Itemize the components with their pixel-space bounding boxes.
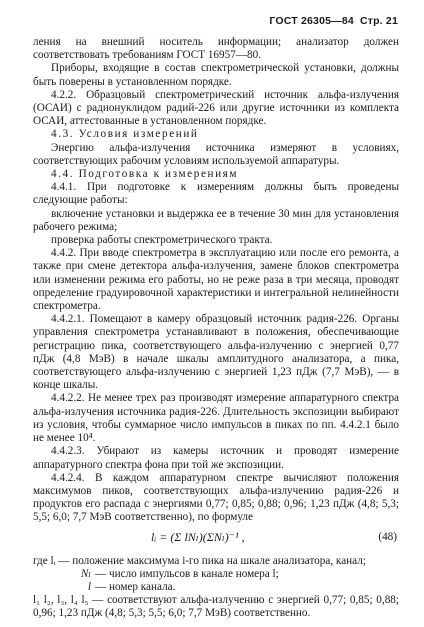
paragraph-p6: 4.4.1. При подготовке к измерениям должны быть проведены следующие работы: [33, 181, 399, 207]
page-number: Стр. 21 [359, 15, 398, 27]
paragraph-p5: 4.4. Подготовка к измерениям [51, 168, 239, 181]
paragraph-p0: ления на внешний носитель информации; анализатор должен соответствовать требованиям ГОСТ 16957—80. [33, 36, 399, 62]
formula-expression: lᵢ = (Σ lNₗ)(ΣNₗ)⁻¹ , [151, 529, 245, 544]
definition-row [33, 581, 399, 594]
definition-symbol: l [87, 580, 91, 593]
definition-description: — число импульсов в канале номера l; [95, 567, 279, 580]
paragraph-p10: 4.4.2.1. Помещают в камеру образцовый источник радия-226. Органы управления спектрометра устанавливают в положения, обеспечивающие регистрацию пика, соответствующего альфа-излучению с энергией 0,77 пДж (4,8 МэВ) в начале шкалы амплитудного анализатора, а пика, соответствующего альфа-излучению с энергией 1,23 пДж (7,7 МэВ), — в конце шкалы. [33, 313, 399, 392]
paragraph-p11: 4.4.2.2. Не менее трех раз производят измерение аппаратурного спектра альфа-излучения источника радия-226. Длительность экспозиции выбирают из условия, чтобы суммарное число импульсов в пиках по пп. 4.4.2.1 было не менее 10⁴. [33, 392, 399, 445]
paragraph-p8: проверка работы спектрометрического тракта. [51, 234, 273, 247]
where-clause: где lᵢ — положение максимума i-го пика на шкале анализатора, канал; [33, 554, 366, 567]
closing-paragraph: l₁ l₂, l₃, l₄ l₅ — соответствуют альфа-излучению с энергией 0,77; 0,85; 0,88; 0,96; 1,23 пДж (4,8; 5,3; 5,5; 6,0; 7,7 МэВ) соответственно. [33, 594, 399, 620]
standard-number: ГОСТ 26305—84 [269, 15, 354, 27]
paragraph-p3: 4.3. Условия измерений [51, 128, 199, 141]
formula-48 [33, 527, 399, 553]
body-text [33, 36, 399, 621]
formula-number: (48) [378, 530, 397, 543]
paragraph-p1: Приборы, входящие в состав спектрометрической установки, должны быть поверены в установленном порядке. [33, 62, 399, 88]
definition-symbol: Nₗ [80, 567, 91, 580]
definition-description: — номер канала. [95, 580, 176, 593]
paragraph-list [33, 36, 399, 525]
paragraph-p9: 4.4.2. При вводе спектрометра в эксплуатацию или после его ремонта, а также при смене детектора альфа-излучения, замене блоков спектрометра или изменении режима его работы, но не реже раза в три месяца, проводят определение градуировочной характеристики и интегральной нелинейности спектрометра. [33, 247, 399, 313]
paragraph-p12: 4.4.2.3. Убирают из камеры источник и проводят измерение аппаратурного спектра фона при той же экспозиции. [33, 445, 399, 471]
definition-list [33, 568, 399, 594]
paragraph-p7: включение установки и выдержка ее в течение 30 мин для установления рабочего режима; [33, 207, 399, 233]
paragraph-p4: Энергию альфа-излучения источника измеряют в условиях, соответствующих рабочим условиям используемой аппаратуры. [33, 141, 399, 167]
paragraph-p13: 4.4.2.4. В каждом аппаратурном спектре вычисляют положения максимумов пиков, соответствующих альфа-излучению радия-226 и продуктов его распада с энергиями 0,77; 0,85; 0,88; 0,96; 1,23 пДж (4,8; 5,3; 5,5; 6,0; 7,7 МэВ соответственно), по формуле [33, 471, 399, 524]
paragraph-p2: 4.2.2. Образцовый спектрометрический источник альфа-излучения (ОСАИ) с радионуклидом радий-226 или другие источники из комплекта ОСАИ, аттестованные в установленном порядке. [33, 88, 399, 128]
running-header [269, 15, 398, 27]
definition-row [33, 568, 399, 581]
